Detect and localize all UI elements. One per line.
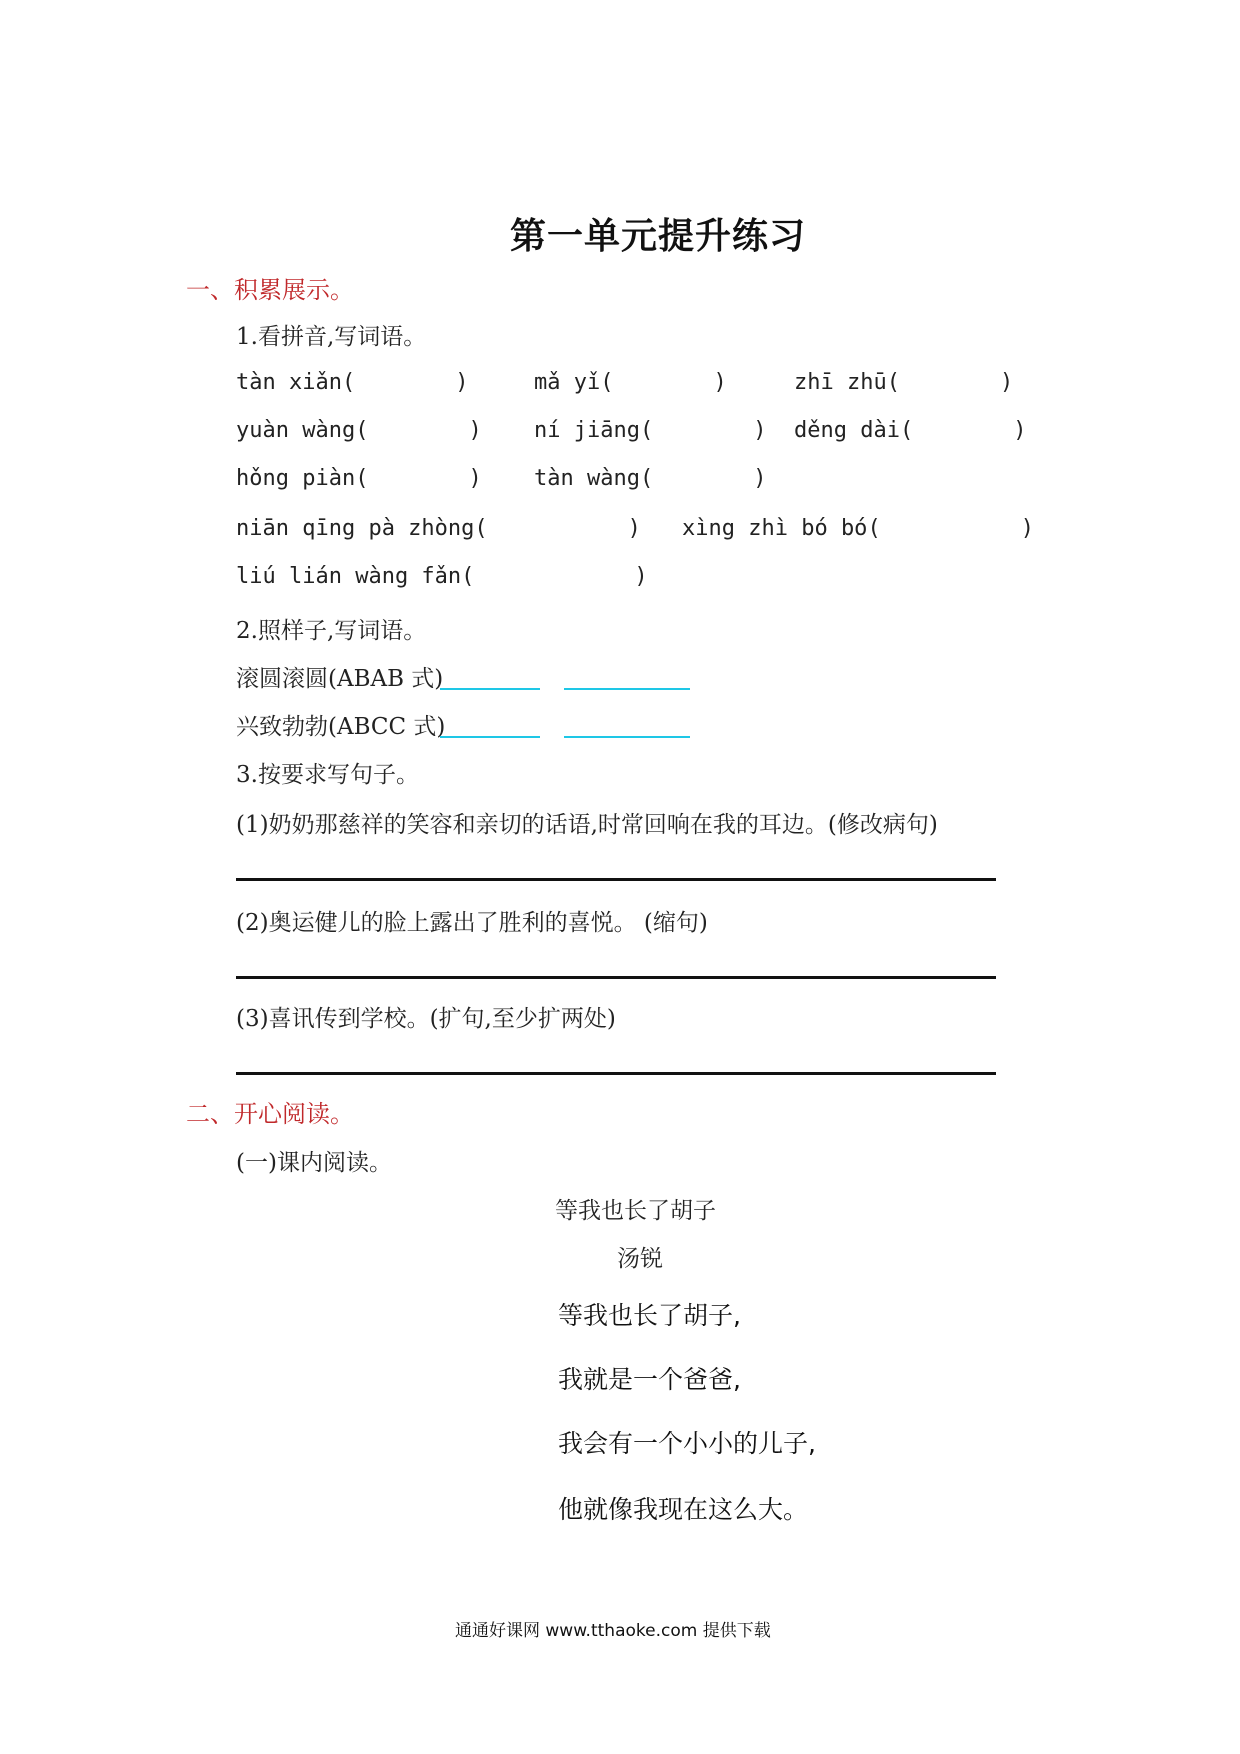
pinyin-text: yuàn wàng [236, 418, 356, 443]
poem-line: 我就是一个爸爸, [558, 1365, 741, 1394]
pinyin-text: děng dài [794, 418, 900, 443]
answer-blank[interactable] [440, 736, 540, 738]
answer-line[interactable] [236, 878, 996, 881]
pinyin-item: liú lián wàng fǎn( ) [236, 564, 648, 589]
answer-line[interactable] [236, 1072, 996, 1075]
pinyin-item: tàn wàng( ) [534, 466, 767, 491]
pinyin-text: liú lián wàng fǎn [236, 564, 462, 589]
pattern-example-abcc: 兴致勃勃(ABCC 式) [236, 714, 446, 740]
pinyin-item: yuàn wàng( ) [236, 418, 482, 443]
answer-line[interactable] [236, 976, 996, 979]
pinyin-text: xìng zhì bó bó [682, 516, 868, 541]
pinyin-text: mǎ yǐ [534, 370, 601, 395]
answer-blank[interactable] [440, 688, 540, 690]
footer-source: 通通好课网 www.tthaoke.com 提供下载 [455, 1621, 771, 1641]
pinyin-item: mǎ yǐ( ) [534, 370, 727, 395]
question-3-heading: 3.按要求写句子。 [236, 762, 419, 788]
pinyin-item: děng dài( ) [794, 418, 1027, 443]
pinyin-item: xìng zhì bó bó( ) [682, 516, 1034, 541]
poem-author: 汤锐 [617, 1246, 663, 1272]
poem-line: 我会有一个小小的儿子, [558, 1429, 816, 1458]
sentence-task: (2)奥运健儿的脸上露出了胜利的喜悦。 (缩句) [236, 910, 708, 936]
poem-title: 等我也长了胡子 [555, 1198, 716, 1224]
pinyin-text: tàn xiǎn [236, 370, 342, 395]
sentence-task: (1)奶奶那慈祥的笑容和亲切的话语,时常回响在我的耳边。(修改病句) [236, 812, 938, 838]
pinyin-text: hǒng piàn [236, 466, 356, 491]
question-2-heading: 2.照样子,写词语。 [236, 618, 427, 644]
pinyin-item: zhī zhū( ) [794, 370, 1014, 395]
pattern-example-abab: 滚圆滚圆(ABAB 式) [236, 666, 444, 692]
poem-line: 等我也长了胡子, [558, 1301, 741, 1330]
reading-subheading: (一)课内阅读。 [236, 1150, 392, 1176]
answer-blank[interactable] [564, 688, 690, 690]
pinyin-text: tàn wàng [534, 466, 640, 491]
section-heading-accumulation: 一、积累展示。 [186, 276, 354, 304]
pinyin-item: hǒng piàn( ) [236, 466, 482, 491]
pinyin-item: tàn xiǎn( ) [236, 370, 469, 395]
pinyin-item: ní jiāng( ) [534, 418, 767, 443]
section-heading-reading: 二、开心阅读。 [186, 1100, 354, 1128]
pinyin-text: zhī zhū [794, 370, 887, 395]
pinyin-item: niān qīng pà zhòng( ) [236, 516, 641, 541]
pinyin-text: niān qīng pà zhòng [236, 516, 475, 541]
question-1-heading: 1.看拼音,写词语。 [236, 324, 427, 350]
sentence-task: (3)喜讯传到学校。(扩句,至少扩两处) [236, 1006, 616, 1032]
page-title: 第一单元提升练习 [510, 216, 807, 257]
answer-blank[interactable] [564, 736, 690, 738]
poem-line: 他就像我现在这么大。 [558, 1495, 809, 1524]
pinyin-text: ní jiāng [534, 418, 640, 443]
